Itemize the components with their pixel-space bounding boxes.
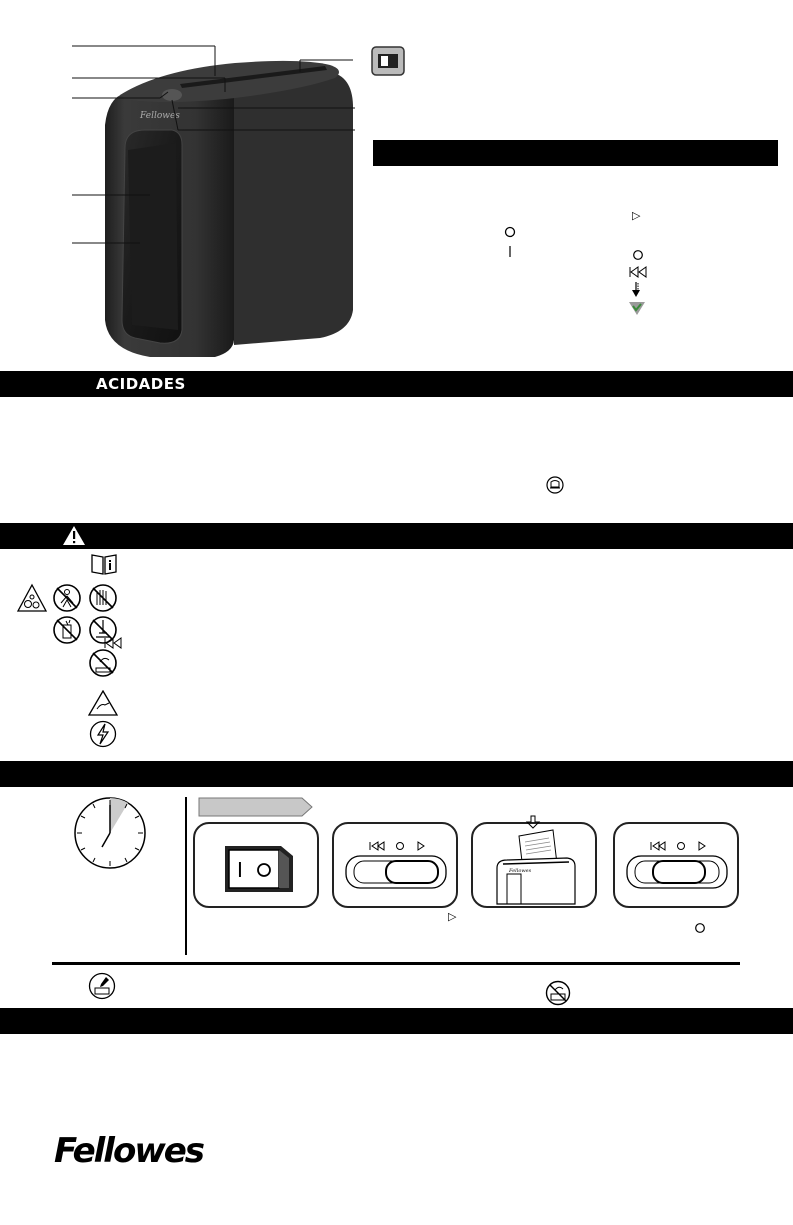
rocker-switch-icon [223,840,295,894]
warning-triangle-icon [62,525,86,546]
warning-section-bar [0,523,793,549]
no-children-icon [16,583,48,613]
clock-icon [72,795,148,871]
final-section-bar [0,1008,793,1034]
svg-text:Fellowes: Fellowes [140,111,180,121]
operation-divider [185,797,187,955]
maintenance-rule [52,962,740,965]
off-caption-icon [694,922,706,934]
auto-on-icon: ▷ [632,209,641,222]
operation-section-bar [0,761,793,787]
do-not-oil-icon [545,980,571,1006]
shredder-illustration-image [0,0,370,365]
control-slider-auto-icon [342,836,450,896]
fellowes-mini-logo: Fellowes [509,868,532,874]
oil-icon [88,972,116,1000]
clear-jam-icon [546,476,564,494]
safety-lock-icon [630,281,642,298]
no-pets-icon [52,583,82,613]
power-switch-panel [193,822,319,908]
control-panel-icon [371,46,405,76]
fellowes-logo: Fellowes [54,1131,204,1171]
electric-shock-icon [89,720,117,748]
step-arrow [198,797,314,817]
slider-panel-auto [332,822,458,908]
off-icon [632,249,644,261]
slider-panel-off [613,822,739,908]
control-slider-off-icon [623,836,731,896]
shield-check-icon [628,300,646,316]
capacities-section-bar [0,371,793,397]
read-manual-icon [90,552,118,576]
power-on-label: I [237,858,243,882]
auto-on-caption-icon: ▷ [448,910,457,923]
reverse-icon [628,266,648,278]
no-aerosol-icon [52,615,82,645]
capacities-heading: ACIDADES [96,375,186,393]
no-touching-slot-icon [88,583,118,613]
hand-caution-icon [88,690,118,716]
paper-feed-icon [483,812,589,906]
power-switch-off-symbol [504,226,516,258]
control-panel-header-bar [373,140,778,166]
paper-feed-panel [471,822,597,908]
no-hand-icon [88,648,118,678]
